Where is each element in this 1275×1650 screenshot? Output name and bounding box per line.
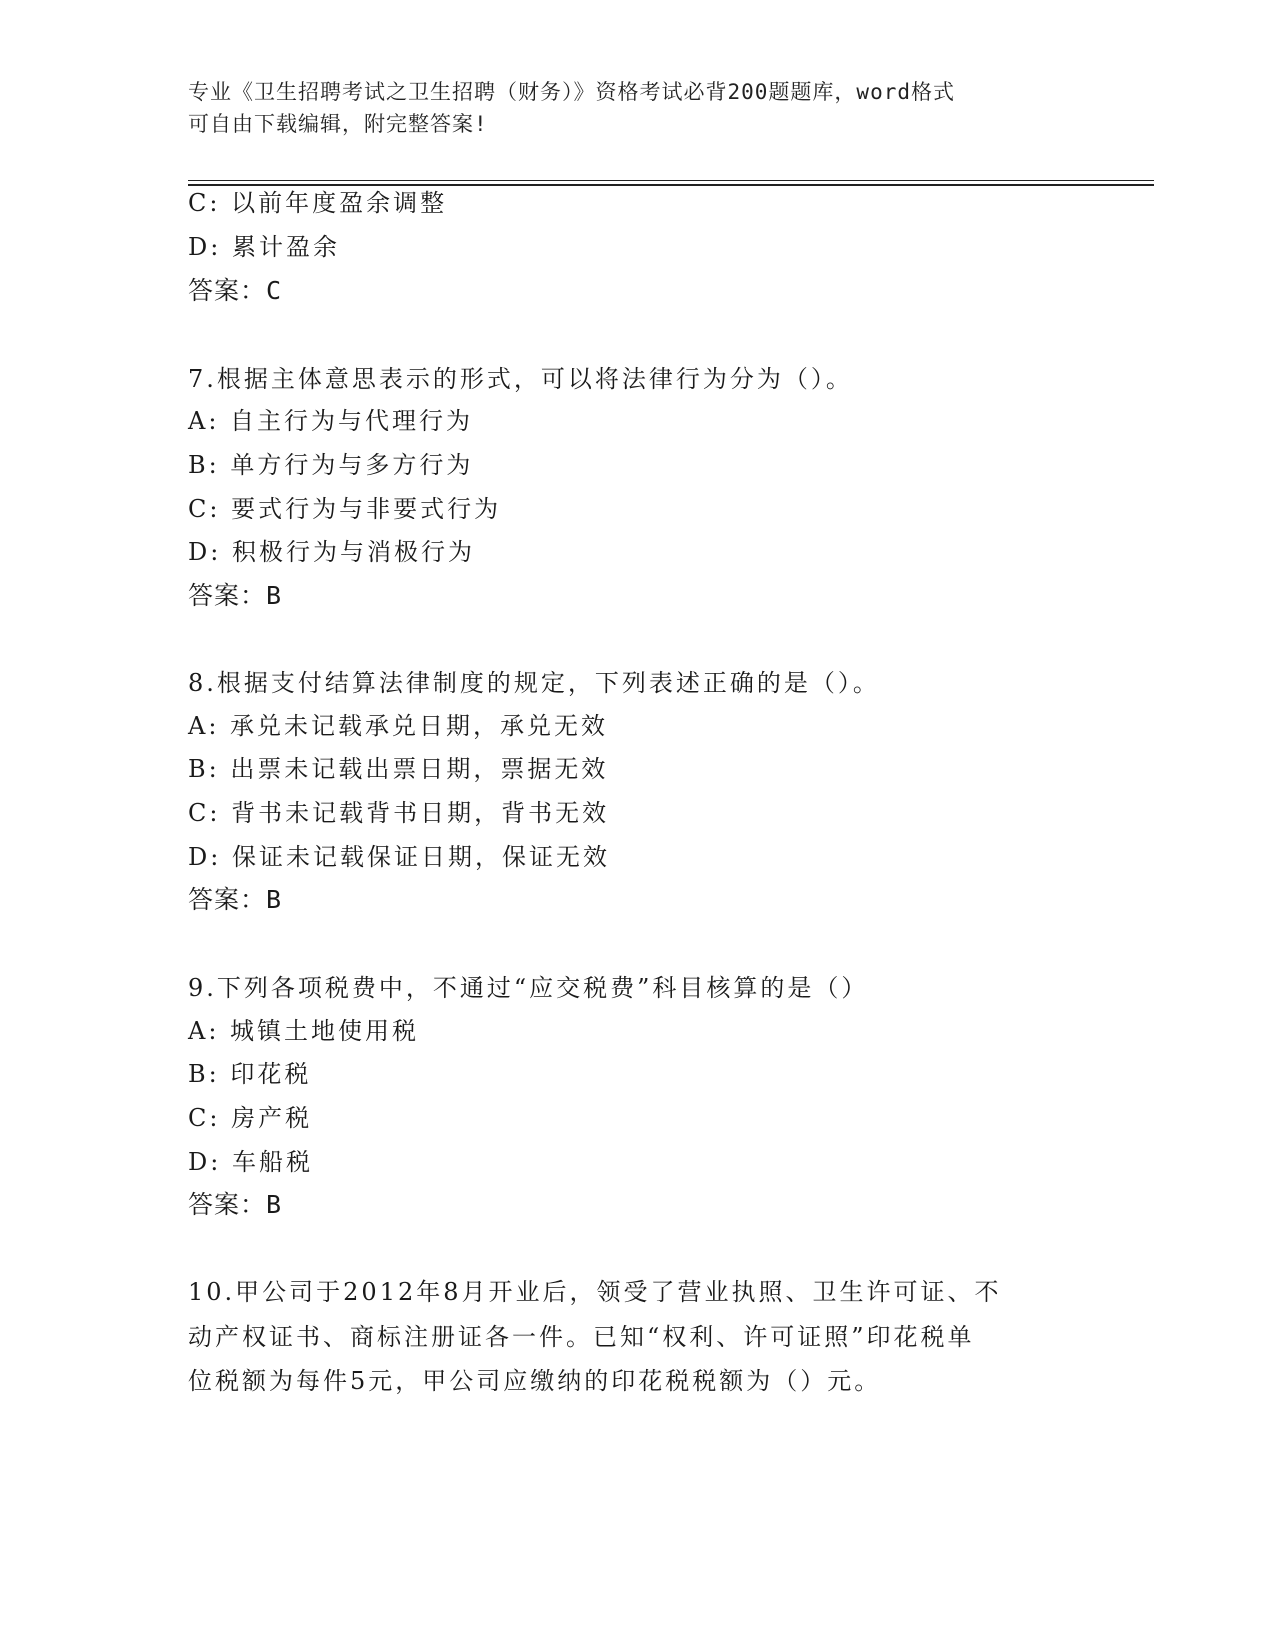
q7-option-c: C: 要式行为与非要式行为 [188,495,502,523]
answer-letter: B [266,885,283,914]
q7-option-a: A: 自主行为与代理行为 [188,407,474,435]
q7-option-d: D: 积极行为与消极行为 [188,538,475,566]
q9-option-b: B: 印花税 [188,1060,312,1088]
answer-letter: B [266,581,283,610]
answer-letter: B [266,1190,283,1219]
answer-label: 答案： [188,1190,267,1219]
document-header [188,76,1088,140]
header-line-1: 专业《卫生招聘考试之卫生招聘（财务）》资格考试必背200题题库，word格式 [188,80,955,104]
q6-answer [188,276,282,306]
q10-question-line-1: 10.甲公司于2012年8月开业后，领受了营业执照、卫生许可证、不 [188,1278,1002,1306]
q8-option-a: A: 承兑未记载承兑日期，承兑无效 [188,712,609,740]
q8-question: 8.根据支付结算法律制度的规定，下列表述正确的是（）。 [188,669,880,697]
answer-letter: C [266,276,283,305]
q7-question: 7.根据主体意思表示的形式，可以将法律行为分为（）。 [188,365,853,393]
header-divider-thin [188,180,1154,181]
q9-option-d: D: 车船税 [188,1148,313,1176]
q9-question: 9.下列各项税费中，不通过“应交税费”科目核算的是（） [188,974,869,1002]
answer-label: 答案： [188,581,267,610]
q9-answer [188,1190,282,1220]
answer-label: 答案： [188,885,267,914]
q8-option-c: C: 背书未记载背书日期，背书无效 [188,799,610,827]
q9-option-c: C: 房产税 [188,1104,313,1132]
header-divider-thick [188,184,1154,186]
q7-option-b: B: 单方行为与多方行为 [188,451,474,479]
q9-option-a: A: 城镇土地使用税 [188,1017,420,1045]
q10-question-line-3: 位税额为每件5元，甲公司应缴纳的印花税税额为（）元。 [188,1367,882,1395]
q7-answer [188,581,282,611]
q6-option-c: C: 以前年度盈余调整 [188,189,448,217]
q10-question-line-2: 动产权证书、商标注册证各一件。已知“权利、许可证照”印花税单 [188,1323,975,1351]
header-line-2: 可自由下载编辑，附完整答案! [188,112,488,136]
q8-option-b: B: 出票未记载出票日期，票据无效 [188,755,609,783]
answer-label: 答案： [188,276,267,305]
q8-option-d: D: 保证未记载保证日期，保证无效 [188,843,610,871]
q8-answer [188,885,282,915]
q6-option-d: D: 累计盈余 [188,233,340,261]
